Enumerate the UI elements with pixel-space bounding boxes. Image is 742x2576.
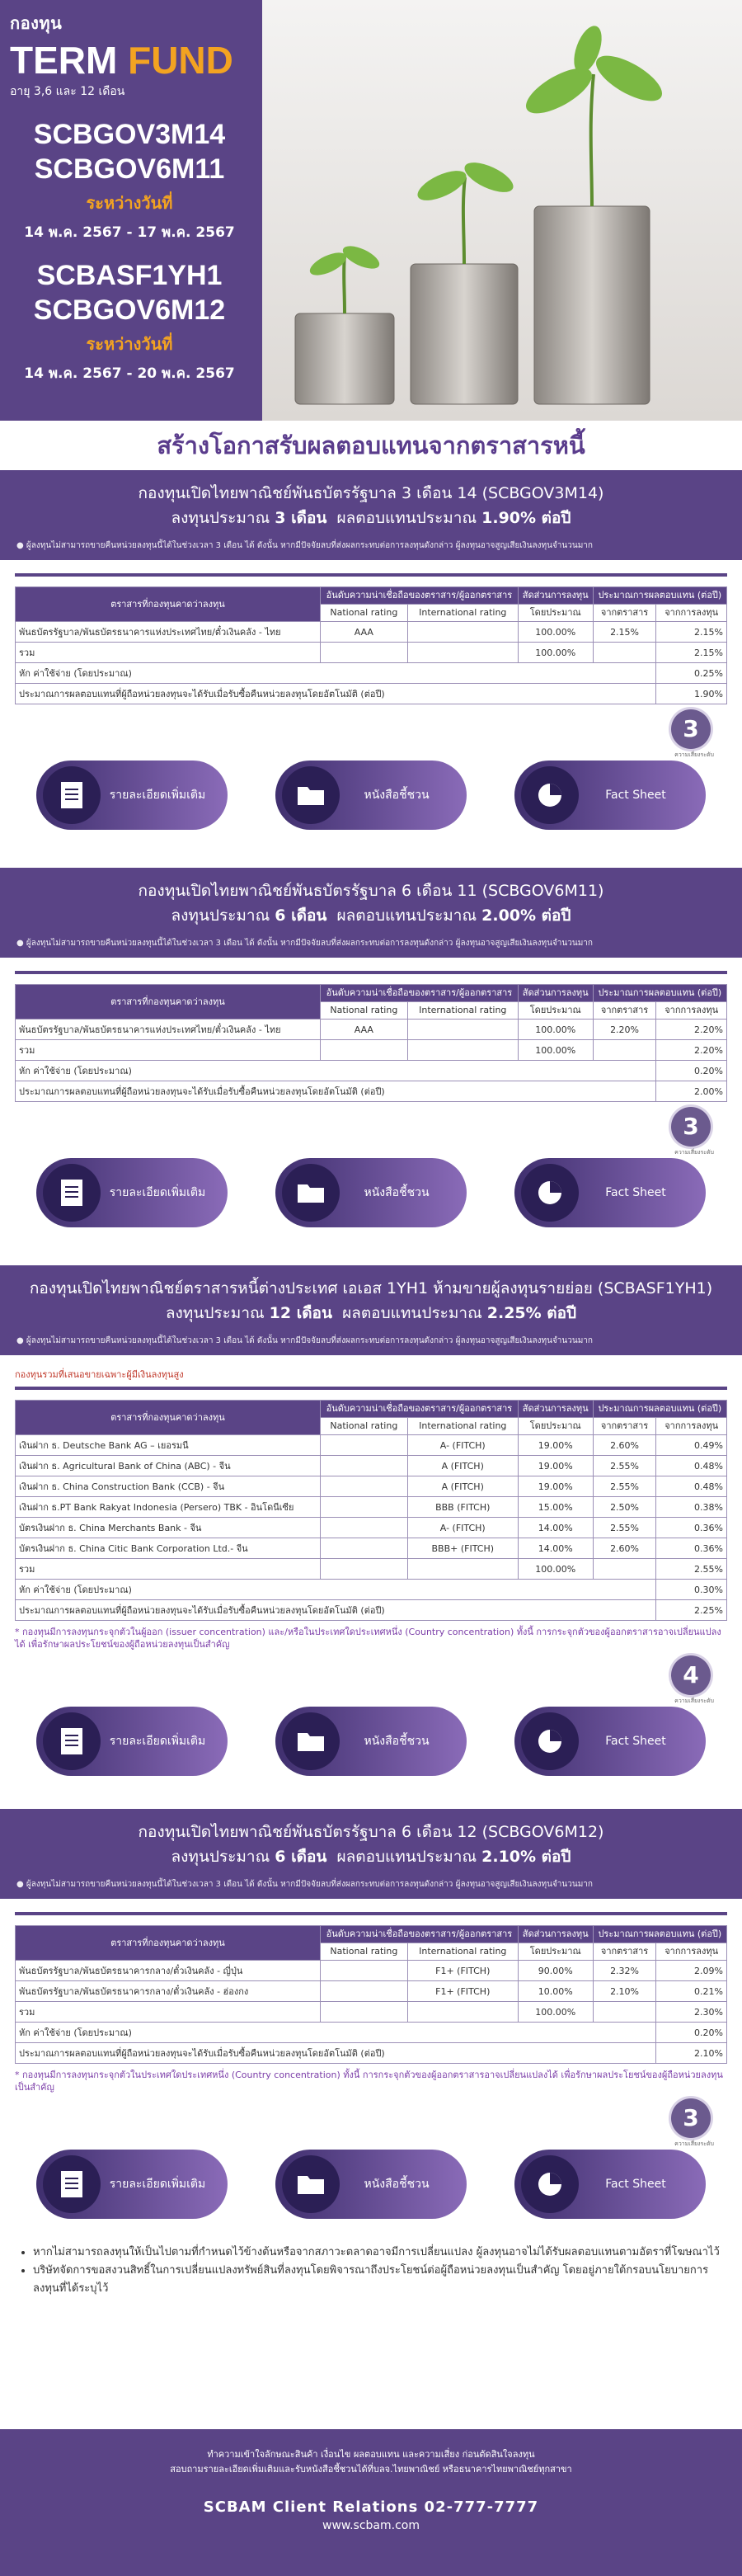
risk-caption: ความเสี่ยงระดับ bbox=[674, 1698, 714, 1704]
portfolio-table bbox=[15, 586, 727, 704]
term-value: 12 เดือน bbox=[269, 1304, 332, 1322]
pie-chart-icon bbox=[521, 1164, 579, 1222]
document-list-icon bbox=[43, 2155, 101, 2213]
col-assets: ตราสารที่กองทุนคาดว่าลงทุน bbox=[16, 985, 321, 1020]
col-rating: อันดับความน่าเชื่อถือของตราสาร/ผู้ออกตราสาร bbox=[321, 1401, 519, 1418]
risk-caption: ความเสี่ยงระดับ bbox=[674, 751, 714, 758]
fund-section-scbgov6m11 bbox=[0, 868, 742, 1265]
fee-row: หัก ค่าใช้จ่าย (โดยประมาณ) 0.20% bbox=[16, 2023, 727, 2043]
risk-level-badge: 3 bbox=[671, 1107, 711, 1147]
net-return-row: ประมาณการผลตอบแทนที่ผู้ถือหน่วยลงทุนจะได้รับเมื่อรับซื้อคืนหน่วยลงทุนโดยอัตโนมัติ (ต่อปี) 1.90% bbox=[16, 684, 727, 704]
col-weight: สัดส่วนการลงทุน bbox=[518, 1401, 593, 1418]
fund-banner bbox=[0, 1809, 742, 1899]
action-buttons bbox=[0, 756, 742, 830]
net-return-row: ประมาณการผลตอบแทนที่ผู้ถือหน่วยลงทุนจะได้รับเมื่อรับซื้อคืนหน่วยลงทุนโดยอัตโนมัติ (ต่อปี) 2.00% bbox=[16, 1081, 727, 1102]
divider bbox=[15, 1912, 727, 1915]
risk-note: ● ผู้ลงทุนไม่สามารถขายคืนหน่วยลงทุนนี้ได้ในช่วงเวลา 3 เดือน ได้ ดังนั้น หากมีปัจจัยลบที่ส่งผลกระทบต่อการลงทุนดังกล่าว ผู้ลงทุนอาจสูญเสียเงินลงทุนจำนวนมาก bbox=[16, 939, 593, 948]
risk-note: ● ผู้ลงทุนไม่สามารถขายคืนหน่วยลงทุนนี้ได้ในช่วงเวลา 3 เดือน ได้ ดังนั้น หากมีปัจจัยลบที่ส่งผลกระทบต่อการลงทุนดังกล่าว ผู้ลงทุนอาจสูญเสียเงินลงทุนจำนวนมาก bbox=[16, 1336, 593, 1345]
total-row: รวม 100.00% 2.15% bbox=[16, 643, 727, 663]
divider bbox=[15, 1387, 727, 1390]
fund-banner bbox=[0, 868, 742, 958]
total-row: รวม 100.00% 2.30% bbox=[16, 2002, 727, 2023]
yield-label: ผลตอบแทนประมาณ bbox=[336, 907, 477, 925]
risk-level-badge: 3 bbox=[671, 709, 711, 749]
fee-row: หัก ค่าใช้จ่าย (โดยประมาณ) 0.25% bbox=[16, 663, 727, 684]
fact-sheet-button[interactable]: Fact Sheet bbox=[514, 2150, 706, 2219]
fact-sheet-button[interactable]: Fact Sheet bbox=[514, 761, 706, 830]
fund-name: กองทุนเปิดไทยพาณิชย์พันธบัตรรัฐบาล 6 เดือน 12 (SCBGOV6M12) bbox=[138, 1823, 604, 1841]
fund-summary bbox=[16, 1845, 726, 1868]
fund-name: กองทุนเปิดไทยพาณิชย์พันธบัตรรัฐบาล 3 เดือน 14 (SCBGOV3M14) bbox=[138, 484, 604, 502]
risk-caption: ความเสี่ยงระดับ bbox=[674, 1149, 714, 1156]
col-national: National rating bbox=[321, 1418, 408, 1435]
disclaimer-list bbox=[18, 2244, 724, 2298]
col-international: International rating bbox=[407, 1943, 518, 1961]
fund-banner bbox=[0, 470, 742, 560]
hero-text-panel bbox=[0, 0, 262, 421]
hero-kicker: กองทุน bbox=[10, 13, 63, 33]
col-rating: อันดับความน่าเชื่อถือของตราสาร/ผู้ออกตราสาร bbox=[321, 985, 519, 1002]
table-row: พันธบัตรรัฐบาล/พันธบัตรธนาคารกลาง/ตั๋วเงินคลัง - ฮ่องกง F1+ (FITCH) 10.00% 2.10% 0.21% bbox=[16, 1981, 727, 2002]
col-return: ประมาณการผลตอบแทน (ต่อปี) bbox=[593, 985, 726, 1002]
yield-value: 1.90% ต่อปี bbox=[481, 509, 571, 527]
col-rating: อันดับความน่าเชื่อถือของตราสาร/ผู้ออกตราสาร bbox=[321, 1926, 519, 1943]
col-weight: สัดส่วนการลงทุน bbox=[518, 587, 593, 605]
col-return-b: จากการลงทุน bbox=[656, 1943, 727, 1961]
risk-caption: ความเสี่ยงระดับ bbox=[674, 2140, 714, 2147]
hero-title-term: TERM bbox=[10, 39, 118, 82]
table-row: เงินฝาก ธ. Deutsche Bank AG – เยอรมนี A- (FITCH) 19.00% 2.60% 0.49% bbox=[16, 1435, 727, 1456]
col-return-b: จากการลงทุน bbox=[656, 1418, 727, 1435]
hero-fund-code: SCBGOV3M14 bbox=[33, 119, 226, 150]
folder-icon bbox=[282, 1164, 340, 1222]
col-return-b: จากการลงทุน bbox=[656, 605, 727, 622]
fund-summary bbox=[16, 506, 726, 530]
folder-icon bbox=[282, 2155, 340, 2213]
col-national: National rating bbox=[321, 1943, 408, 1961]
col-return: ประมาณการผลตอบแทน (ต่อปี) bbox=[593, 587, 726, 605]
portfolio-table bbox=[15, 1925, 727, 2064]
net-return-row: ประมาณการผลตอบแทนที่ผู้ถือหน่วยลงทุนจะได้รับเมื่อรับซื้อคืนหน่วยลงทุนโดยอัตโนมัติ (ต่อปี) 2.25% bbox=[16, 1600, 727, 1621]
pie-chart-icon bbox=[521, 1712, 579, 1770]
prospectus-button[interactable]: หนังสือชี้ชวน bbox=[275, 761, 467, 830]
fund-summary bbox=[16, 1302, 726, 1325]
footer bbox=[0, 2429, 742, 2576]
list-item: • หากไม่สามารถลงทุนให้เป็นไปตามที่กำหนดไว้ข้างต้นหรือจากสภาวะตลาดอาจมีการเปลี่ยนแปลง ผู้ลงทุนอาจไม่ได้รับผลตอบแทนตามอัตราที่โฆษณาไว้ bbox=[33, 2244, 724, 2262]
fund-name: กองทุนเปิดไทยพาณิชย์ตราสารหนี้ต่างประเทศ เอเอส 1YH1 ห้ามขายผู้ลงทุนรายย่อย (SCBASF1YH1) bbox=[29, 1279, 713, 1297]
term-label: ลงทุนประมาณ bbox=[171, 907, 270, 925]
hero-period: 14 พ.ค. 2567 - 17 พ.ค. 2567 bbox=[24, 224, 235, 241]
risk-level-badge: 4 bbox=[671, 1655, 711, 1695]
term-value: 6 เดือน bbox=[275, 1848, 327, 1866]
table-row: เงินฝาก ธ. Agricultural Bank of China (ABC) - จีน A (FITCH) 19.00% 2.55% 0.48% bbox=[16, 1456, 727, 1476]
col-return-a: จากตราสาร bbox=[593, 1002, 656, 1020]
hero-title-fund: FUND bbox=[128, 39, 233, 82]
term-label: ลงทุนประมาณ bbox=[171, 1848, 270, 1866]
concentration-note: * กองทุนมีการลงทุนกระจุกตัวในประเทศใดประเทศหนึ่ง (Country concentration) ทั้งนี้ การกระจุกตัวของผู้ออกตราสารอาจเปลี่ยนแปลงได้ เพื่อรักษาผลประโยชน์ของผู้ถือหน่วยลงทุนเป็นสำคัญ bbox=[15, 2070, 723, 2093]
risk-note: ● ผู้ลงทุนไม่สามารถขายคืนหน่วยลงทุนนี้ได้ในช่วงเวลา 3 เดือน ได้ ดังนั้น หากมีปัจจัยลบที่ส่งผลกระทบต่อการลงทุนดังกล่าว ผู้ลงทุนอาจสูญเสียเงินลงทุนจำนวนมาก bbox=[16, 1880, 593, 1889]
yield-value: 2.25% ต่อปี bbox=[486, 1304, 577, 1322]
term-label: ลงทุนประมาณ bbox=[171, 509, 270, 527]
fund-summary bbox=[16, 904, 726, 927]
yield-label: ผลตอบแทนประมาณ bbox=[336, 1848, 477, 1866]
table-row: พันธบัตรรัฐบาล/พันธบัตรธนาคารแห่งประเทศไทย/ตั๋วเงินคลัง - ไทย AAA 100.00% 2.15% 2.15% bbox=[16, 622, 727, 643]
total-row: รวม 100.00% 2.55% bbox=[16, 1559, 727, 1580]
fund-section-scbasf1yh1 bbox=[0, 1265, 742, 1809]
term-label: ลงทุนประมาณ bbox=[165, 1304, 265, 1322]
details-button[interactable]: รายละเอียดเพิ่มเติม bbox=[36, 1158, 228, 1227]
col-weight: สัดส่วนการลงทุน bbox=[518, 1926, 593, 1943]
fact-sheet-button[interactable]: Fact Sheet bbox=[514, 1707, 706, 1776]
col-rating: อันดับความน่าเชื่อถือของตราสาร/ผู้ออกตราสาร bbox=[321, 587, 519, 605]
hero-title bbox=[10, 40, 262, 81]
fund-name: กองทุนเปิดไทยพาณิชย์พันธบัตรรัฐบาล 6 เดือน 11 (SCBGOV6M11) bbox=[138, 882, 604, 900]
yield-label: ผลตอบแทนประมาณ bbox=[336, 509, 477, 527]
hero-fund-code: SCBGOV6M12 bbox=[33, 294, 226, 326]
hero-subtitle: อายุ 3,6 และ 12 เดือน bbox=[10, 85, 125, 98]
col-return-a: จากตราสาร bbox=[593, 1943, 656, 1961]
col-international: International rating bbox=[407, 1418, 518, 1435]
concentration-note: * กองทุนมีการลงทุนกระจุกตัวในผู้ออก (issuer concentration) และ/หรือในประเทศใดประเทศหนึ่ง (Country concentration) ทั้งนี้ การกระจุกตัวของผู้ออกตราสารอาจเปลี่ยนแปลงได้ เพื่อรักษาผลประโยชน์ของผู้ถือหน่วยลงทุนเป็นสำคัญ bbox=[15, 1627, 721, 1650]
fund-section-scbgov6m12 bbox=[0, 1809, 742, 2219]
col-national: National rating bbox=[321, 1002, 408, 1020]
details-button[interactable]: รายละเอียดเพิ่มเติม bbox=[36, 761, 228, 830]
fee-row: หัก ค่าใช้จ่าย (โดยประมาณ) 0.20% bbox=[16, 1061, 727, 1081]
table-row: เงินฝาก ธ.PT Bank Rakyat Indonesia (Persero) TBK - อินโดนีเซีย BBB (FITCH) 15.00% 2.50% 0.38% bbox=[16, 1497, 727, 1518]
col-weight-sub: โดยประมาณ bbox=[518, 1002, 593, 1020]
col-weight: สัดส่วนการลงทุน bbox=[518, 985, 593, 1002]
col-weight-sub: โดยประมาณ bbox=[518, 605, 593, 622]
document-list-icon bbox=[43, 1164, 101, 1222]
total-row: รวม 100.00% 2.20% bbox=[16, 1040, 727, 1061]
table-row: พันธบัตรรัฐบาล/พันธบัตรธนาคารกลาง/ตั๋วเงินคลัง - ญี่ปุ่น F1+ (FITCH) 90.00% 2.32% 2.09% bbox=[16, 1961, 727, 1981]
col-assets: ตราสารที่กองทุนคาดว่าลงทุน bbox=[16, 587, 321, 622]
hero-period-label: ระหว่างวันที่ bbox=[86, 193, 173, 213]
table-row: พันธบัตรรัฐบาล/พันธบัตรธนาคารแห่งประเทศไทย/ตั๋วเงินคลัง - ไทย AAA 100.00% 2.20% 2.20% bbox=[16, 1020, 727, 1040]
col-weight-sub: โดยประมาณ bbox=[518, 1943, 593, 1961]
footer-contact: SCBAM Client Relations 02-777-7777 bbox=[203, 2498, 539, 2516]
action-buttons bbox=[0, 1702, 742, 1776]
hero-banner bbox=[0, 0, 742, 421]
col-return: ประมาณการผลตอบแทน (ต่อปี) bbox=[593, 1926, 726, 1943]
prospectus-button[interactable]: หนังสือชี้ชวน bbox=[275, 1707, 467, 1776]
yield-value: 2.00% ต่อปี bbox=[481, 907, 571, 925]
hnw-note: กองทุนรวมที่เสนอขายเฉพาะผู้มีเงินลงทุนสูง bbox=[15, 1369, 184, 1380]
hero-fund-code: SCBGOV6M11 bbox=[34, 153, 225, 185]
table-row: เงินฝาก ธ. China Construction Bank (CCB) - จีน A (FITCH) 19.00% 2.55% 0.48% bbox=[16, 1476, 727, 1497]
col-international: International rating bbox=[407, 1002, 518, 1020]
page-headline: สร้างโอกาสรับผลตอบแทนจากตราสารหนี้ bbox=[157, 431, 585, 459]
term-value: 6 เดือน bbox=[275, 907, 327, 925]
document-list-icon bbox=[43, 1712, 101, 1770]
hero-group-2 bbox=[10, 258, 249, 384]
col-assets: ตราสารที่กองทุนคาดว่าลงทุน bbox=[16, 1401, 321, 1435]
footer-website[interactable]: www.scbam.com bbox=[322, 2519, 420, 2532]
action-buttons bbox=[0, 2145, 742, 2219]
col-return-b: จากการลงทุน bbox=[656, 1002, 727, 1020]
yield-label: ผลตอบแทนประมาณ bbox=[342, 1304, 482, 1322]
pie-chart-icon bbox=[521, 2155, 579, 2213]
col-assets: ตราสารที่กองทุนคาดว่าลงทุน bbox=[16, 1926, 321, 1961]
hero-fund-code: SCBASF1YH1 bbox=[36, 260, 223, 291]
col-weight-sub: โดยประมาณ bbox=[518, 1418, 593, 1435]
details-button[interactable]: รายละเอียดเพิ่มเติม bbox=[36, 1707, 228, 1776]
divider bbox=[15, 573, 727, 577]
list-item: • บริษัทจัดการขอสงวนสิทธิ์ในการเปลี่ยนแปลงทรัพย์สินที่ลงทุนโดยพิจารณาถึงประโยชน์ต่อผู้ถือหน่วยลงทุนเป็นสำคัญ โดยอยู่ภายใต้กรอบนโยบายการลงทุนที่ได้ระบุไว้ bbox=[33, 2262, 724, 2298]
divider bbox=[15, 971, 727, 974]
net-return-row: ประมาณการผลตอบแทนที่ผู้ถือหน่วยลงทุนจะได้รับเมื่อรับซื้อคืนหน่วยลงทุนโดยอัตโนมัติ (ต่อปี) 2.10% bbox=[16, 2043, 727, 2064]
coins-plant-illustration bbox=[262, 0, 742, 421]
fact-sheet-button[interactable]: Fact Sheet bbox=[514, 1158, 706, 1227]
yield-value: 2.10% ต่อปี bbox=[481, 1848, 571, 1866]
fund-section-scbgov3m14 bbox=[0, 470, 742, 868]
table-row: บัตรเงินฝาก ธ. China Merchants Bank - จีน A- (FITCH) 14.00% 2.55% 0.36% bbox=[16, 1518, 727, 1538]
term-value: 3 เดือน bbox=[275, 509, 327, 527]
pie-chart-icon bbox=[521, 766, 579, 824]
hero-group-1 bbox=[10, 117, 249, 243]
risk-note: ● ผู้ลงทุนไม่สามารถขายคืนหน่วยลงทุนนี้ได้ในช่วงเวลา 3 เดือน ได้ ดังนั้น หากมีปัจจัยลบที่ส่งผลกระทบต่อการลงทุนดังกล่าว ผู้ลงทุนอาจสูญเสียเงินลงทุนจำนวนมาก bbox=[16, 541, 593, 550]
fund-banner bbox=[0, 1265, 742, 1355]
prospectus-button[interactable]: หนังสือชี้ชวน bbox=[275, 2150, 467, 2219]
col-national: National rating bbox=[321, 605, 408, 622]
hero-period: 14 พ.ค. 2567 - 20 พ.ค. 2567 bbox=[24, 365, 235, 382]
col-return: ประมาณการผลตอบแทน (ต่อปี) bbox=[593, 1401, 726, 1418]
folder-icon bbox=[282, 766, 340, 824]
footer-disclaimer: ทำความเข้าใจลักษณะสินค้า เงื่อนไข ผลตอบแทน และความเสี่ยง ก่อนตัดสินใจลงทุน สอบถามรายละเอียดเพิ่มเติมและรับหนังสือชี้ชวนได้ที่บลจ.ไทยพาณิชย์ หรือธนาคารไทยพาณิชย์ทุกสาขา bbox=[170, 2449, 572, 2475]
fee-row: หัก ค่าใช้จ่าย (โดยประมาณ) 0.30% bbox=[16, 1580, 727, 1600]
col-return-a: จากตราสาร bbox=[593, 1418, 656, 1435]
prospectus-button[interactable]: หนังสือชี้ชวน bbox=[275, 1158, 467, 1227]
action-buttons bbox=[0, 1153, 742, 1227]
portfolio-table bbox=[15, 1400, 727, 1621]
folder-icon bbox=[282, 1712, 340, 1770]
hero-period-label: ระหว่างวันที่ bbox=[86, 334, 173, 354]
col-international: International rating bbox=[407, 605, 518, 622]
table-row: บัตรเงินฝาก ธ. China Citic Bank Corporation Ltd.- จีน BBB+ (FITCH) 14.00% 2.60% 0.36% bbox=[16, 1538, 727, 1559]
risk-level-badge: 3 bbox=[671, 2098, 711, 2138]
document-list-icon bbox=[43, 766, 101, 824]
portfolio-table bbox=[15, 984, 727, 1102]
details-button[interactable]: รายละเอียดเพิ่มเติม bbox=[36, 2150, 228, 2219]
col-return-a: จากตราสาร bbox=[593, 605, 656, 622]
